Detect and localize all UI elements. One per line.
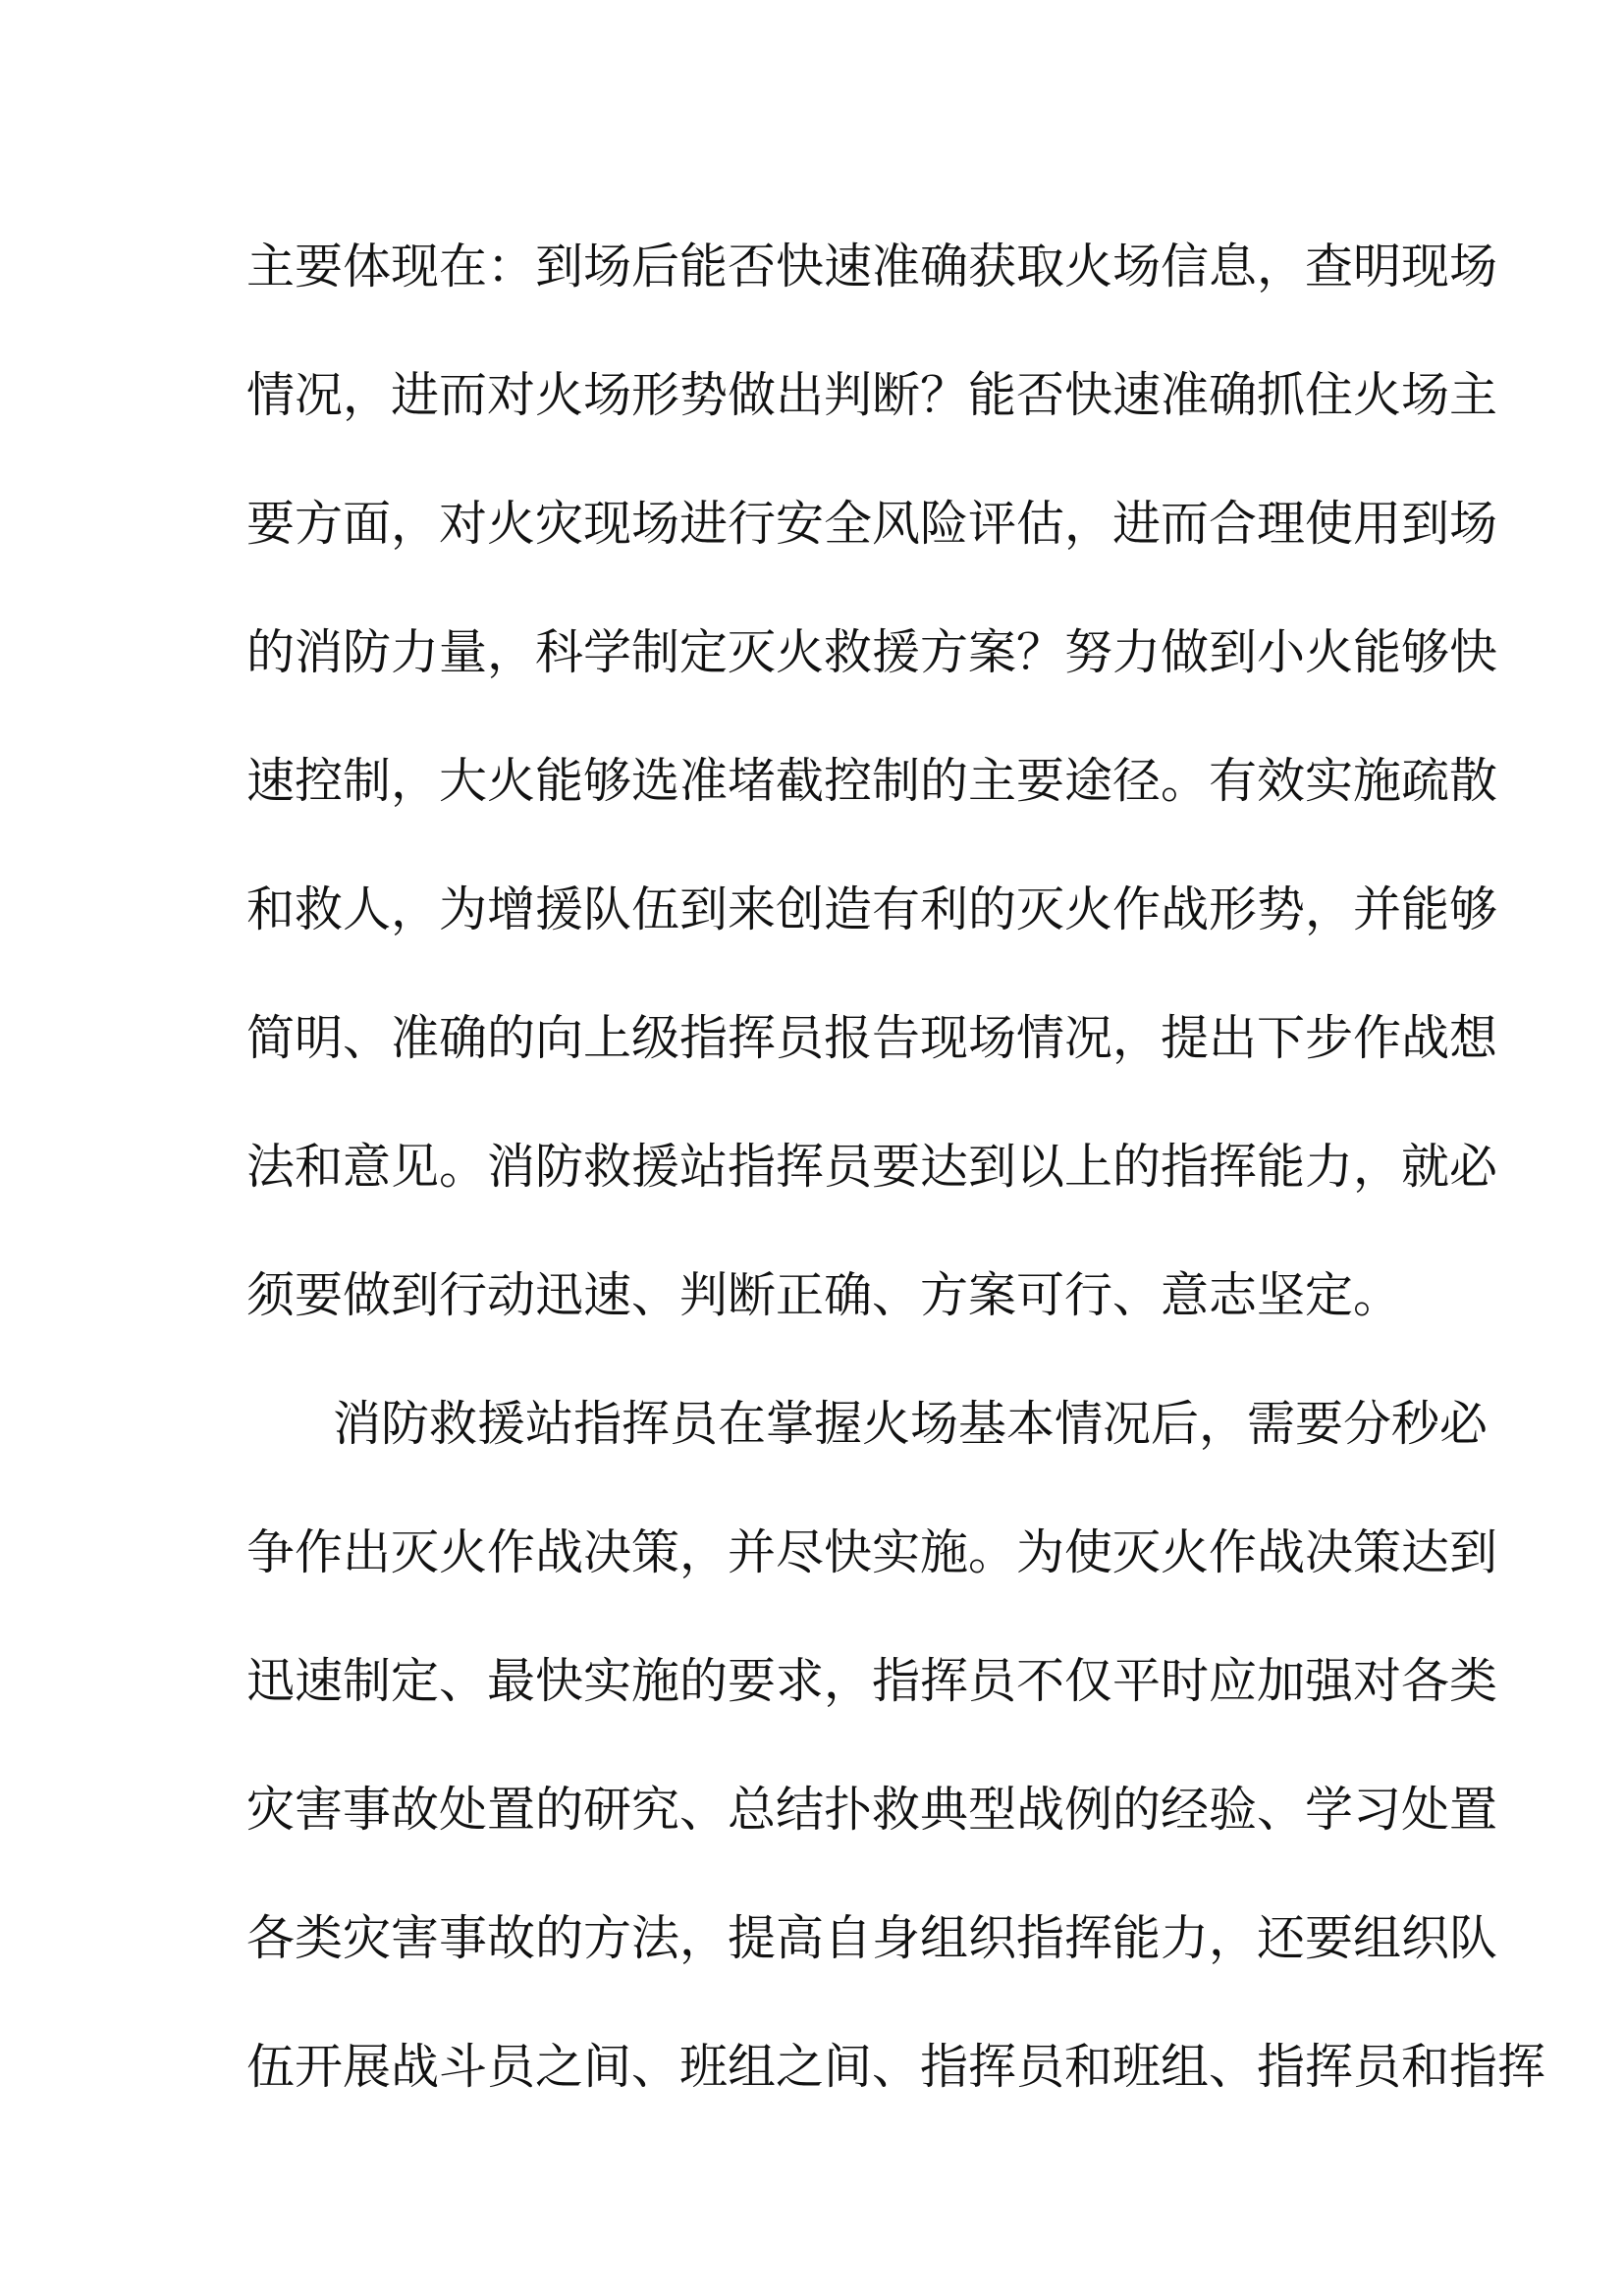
text-line-9: 须要做到行动迅速、判断正确、方案可行、意志坚定。 [246, 1267, 1402, 1323]
text-line-14: 各类灾害事故的方法，提高自身组织指挥能力，还要组织队 [246, 1910, 1498, 1966]
text-line-7: 简明、准确的向上级指挥员报告现场情况，提出下步作战想 [246, 1010, 1498, 1066]
text-line-15: 伍开展战斗员之间、班组之间、指挥员和班组、指挥员和指挥 [246, 2039, 1546, 2095]
text-line-3: 要方面，对火灾现场进行安全风险评估，进而合理使用到场 [246, 496, 1498, 552]
text-line-10: 消防救援站指挥员在掌握火场基本情况后，需要分秒必 [333, 1396, 1489, 1452]
text-line-13: 灾害事故处置的研究、总结扑救典型战例的经验、学习处置 [246, 1782, 1498, 1838]
text-line-6: 和救人，为增援队伍到来创造有利的灭火作战形势，并能够 [246, 881, 1498, 937]
text-line-12: 迅速制定、最快实施的要求，指挥员不仅平时应加强对各类 [246, 1653, 1498, 1709]
text-line-4: 的消防力量，科学制定灭火救援方案？努力做到小火能够快 [246, 624, 1498, 680]
text-line-8: 法和意见。消防救援站指挥员要达到以上的指挥能力，就必 [246, 1139, 1498, 1195]
text-line-1: 主要体现在：到场后能否快速准确获取火场信息，查明现场 [246, 239, 1498, 294]
text-line-2: 情况，进而对火场形势做出判断？能否快速准确抓住火场主 [246, 367, 1498, 423]
text-line-5: 速控制，大火能够选准堵截控制的主要途径。有效实施疏散 [246, 753, 1498, 809]
text-line-11: 争作出灭火作战决策，并尽快实施。为使灭火作战决策达到 [246, 1524, 1498, 1580]
